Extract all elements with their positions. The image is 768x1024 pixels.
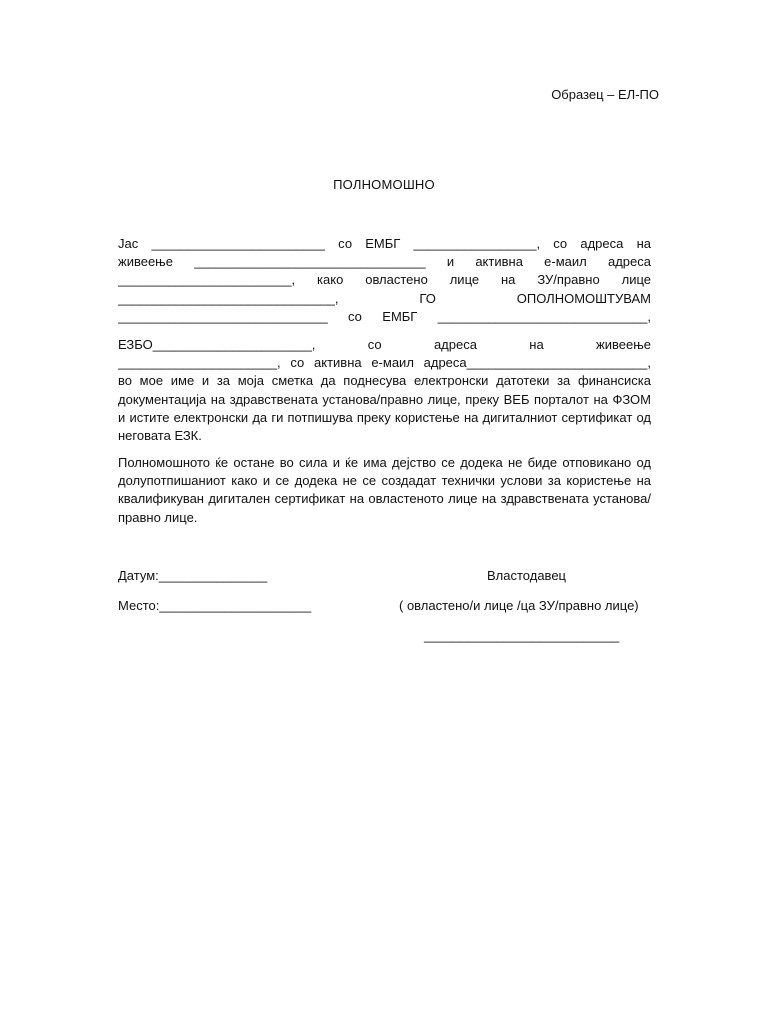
paragraph-line: живеење ________________________________ и активна е-маил адреса xyxy=(118,254,651,270)
grantor-note: ( овластено/и лице /ца ЗУ/правно лице) xyxy=(399,598,639,613)
paragraph-line: _____________________________ со ЕМБГ _____________________________, xyxy=(118,308,651,324)
place-field: Место:_____________________ xyxy=(118,598,312,613)
paragraph-authorized xyxy=(118,336,651,445)
signature-line: ___________________________ xyxy=(424,628,620,643)
paragraph-line: ______________________________, ГО ОПОЛНОМОШТУВАМ xyxy=(118,290,651,306)
paragraph-line: ЕЗБО______________________, со адреса на живеење xyxy=(118,337,651,352)
paragraph-text: во мое име и за моја сметка да поднесува електронски датотеки за финансиска документација на здравствената установа/правно лице, преку ВЕБ порталот на ФЗОМ и истите електронски да ги потпишува преку користење на дигиталниот сертификат од неговата ЕЗК. xyxy=(118,373,651,443)
paragraph-authorizer xyxy=(118,235,651,326)
paragraph-line: ________________________, како овластено лице на ЗУ/правно лице xyxy=(118,272,651,288)
paragraph-line: ______________________, со активна е-маил адреса_________________________, xyxy=(118,355,651,371)
paragraph-line: Јас ________________________ со ЕМБГ _________________, со адреса на xyxy=(118,236,651,251)
form-code: Образец – ЕЛ-ПО xyxy=(551,87,659,102)
grantor-label: Властодавец xyxy=(487,568,566,583)
paragraph-validity: Полномошното ќе остане во сила и ќе има дејство се додека не биде отповикано од долупотпишаниот како и се додека не се создадат технички услови за користење на квалификуван дигитален сертификат на овластеното лице на здравствената установа/правно лице. xyxy=(118,455,651,525)
document-title: ПОЛНОМОШНО xyxy=(333,177,435,192)
date-field: Датум:_______________ xyxy=(118,568,268,583)
